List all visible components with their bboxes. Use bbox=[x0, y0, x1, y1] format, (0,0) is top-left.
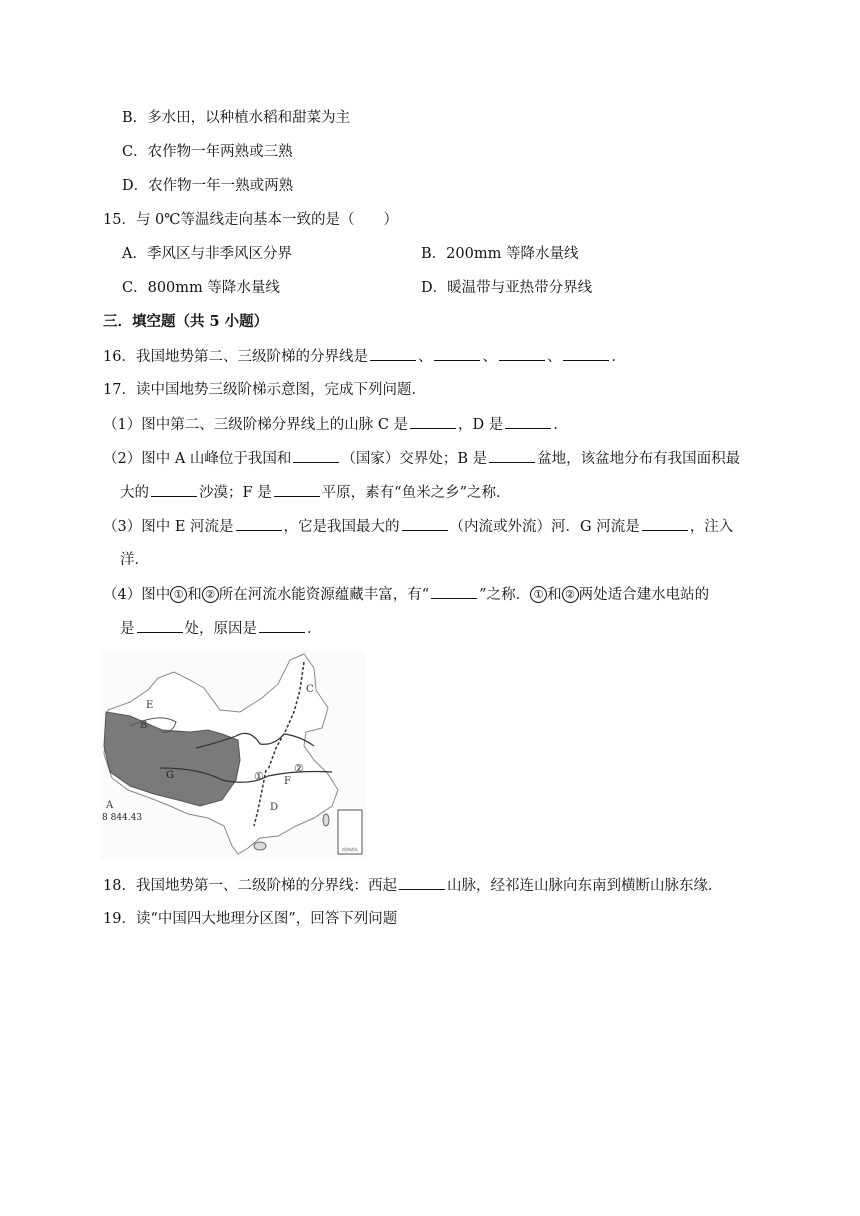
text: ． bbox=[307, 621, 322, 637]
text: 两处适合建水电站的 bbox=[578, 587, 710, 603]
text: ，它是我国最大的 bbox=[283, 519, 400, 535]
q14-option-c: C．农作物一年两熟或三熟 bbox=[122, 144, 293, 160]
text: 所在河流水能资源蕴藏丰富，有“ bbox=[218, 587, 430, 603]
answer-blank bbox=[370, 346, 416, 361]
answer-blank bbox=[434, 346, 480, 361]
q15-option-d: D．暖温带与亚热带分界线 bbox=[421, 280, 593, 296]
answer-blank bbox=[137, 618, 183, 633]
text: 处，原因是 bbox=[184, 621, 257, 637]
q17-part4-line1 bbox=[103, 584, 709, 605]
q17-part3-line2: 洋． bbox=[120, 552, 149, 568]
text: 山脉，经祁连山脉向东南到横断山脉东缘． bbox=[446, 878, 723, 894]
text: （内流或外流）河．G 河流是 bbox=[449, 519, 640, 535]
answer-blank bbox=[151, 482, 197, 497]
separator: 、 bbox=[482, 349, 497, 365]
q15-stem: 15．与 0℃等温线走向基本一致的是（ ） bbox=[103, 212, 399, 228]
q14-option-d: D．农作物一年一熟或两熟 bbox=[122, 178, 294, 194]
text: 18．我国地势第一、二级阶梯的分界线：西起 bbox=[103, 878, 397, 894]
q17-part3-line1 bbox=[103, 516, 733, 537]
separator: 、 bbox=[546, 349, 562, 365]
answer-blank bbox=[505, 414, 551, 429]
answer-blank bbox=[563, 346, 609, 361]
text: ，D 是 bbox=[458, 417, 504, 433]
text: （1）图中第二、三级阶梯分界线上的山脉 C 是 bbox=[103, 417, 409, 433]
answer-blank bbox=[499, 346, 545, 361]
label-d: D bbox=[270, 802, 279, 813]
text: 是 bbox=[120, 621, 135, 637]
separator: 、 bbox=[417, 349, 433, 365]
china-terrain-map bbox=[100, 650, 366, 860]
text: 和 bbox=[187, 587, 202, 603]
text: ”之称． bbox=[479, 587, 531, 603]
q17-part4-line2 bbox=[120, 618, 322, 639]
circled-number-1: ① bbox=[170, 586, 187, 603]
label-circle-1: ① bbox=[254, 770, 264, 783]
q17-stem: 17．读中国地势三级阶梯示意图，完成下列问题． bbox=[103, 382, 426, 398]
text: （国家）交界处；B 是 bbox=[341, 451, 488, 467]
label-e: E bbox=[146, 700, 154, 711]
label-b: B bbox=[140, 720, 148, 731]
answer-blank bbox=[431, 584, 477, 599]
label-g: G bbox=[166, 770, 174, 781]
text: 平原，素有“鱼米之乡”之称． bbox=[321, 485, 511, 501]
text: 沙漠；F 是 bbox=[199, 485, 272, 501]
section-heading: 三．填空题（共 5 小题） bbox=[103, 313, 269, 330]
q16-line bbox=[103, 346, 626, 367]
q18-line bbox=[103, 875, 722, 896]
answer-blank bbox=[410, 414, 456, 429]
answer-blank bbox=[489, 448, 535, 463]
q15-option-c: C．800mm 等降水量线 bbox=[122, 280, 280, 296]
q17-part2-line2 bbox=[120, 482, 511, 503]
answer-blank bbox=[402, 516, 448, 531]
answer-blank bbox=[642, 516, 688, 531]
text: ． bbox=[553, 417, 568, 433]
answer-blank bbox=[236, 516, 282, 531]
q16-stem: 16．我国地势第二、三级阶梯的分界线是 bbox=[103, 349, 368, 365]
answer-blank bbox=[293, 448, 339, 463]
text: （4）图中 bbox=[103, 587, 171, 603]
label-f: F bbox=[284, 776, 291, 787]
label-c: C bbox=[306, 684, 314, 695]
period: ． bbox=[611, 349, 626, 365]
q15-option-a: A．季风区与非季风区分界 bbox=[122, 246, 292, 262]
q17-part1 bbox=[103, 414, 568, 435]
answer-blank bbox=[274, 482, 320, 497]
q14-option-b: B．多水田，以种植水稻和甜菜为主 bbox=[122, 110, 351, 126]
text: 和 bbox=[547, 587, 562, 603]
q17-part2-line1 bbox=[103, 448, 740, 469]
text: 大的 bbox=[120, 485, 149, 501]
hainan-island bbox=[254, 842, 266, 850]
label-circle-2: ② bbox=[294, 762, 304, 775]
circled-number-2: ② bbox=[202, 586, 219, 603]
taiwan-island bbox=[323, 814, 329, 826]
text: 盆地，该盆地分布有我国面积最 bbox=[537, 451, 741, 467]
label-a: A bbox=[106, 800, 114, 811]
text: （2）图中 A 山峰位于我国和 bbox=[103, 451, 292, 467]
answer-blank bbox=[399, 875, 445, 890]
answer-blank bbox=[259, 618, 305, 633]
text: （3）图中 E 河流是 bbox=[103, 519, 234, 535]
circled-number-2: ② bbox=[562, 586, 579, 603]
circled-number-1: ① bbox=[530, 586, 547, 603]
q15-option-b: B．200mm 等降水量线 bbox=[421, 246, 579, 262]
peak-elevation: 8 844.43 bbox=[102, 813, 143, 823]
q19-stem: 19．读“中国四大地理分区图”，回答下列问题 bbox=[103, 911, 398, 927]
inset-label: 南海诸岛 bbox=[342, 847, 358, 852]
text: ，注入 bbox=[689, 519, 734, 535]
